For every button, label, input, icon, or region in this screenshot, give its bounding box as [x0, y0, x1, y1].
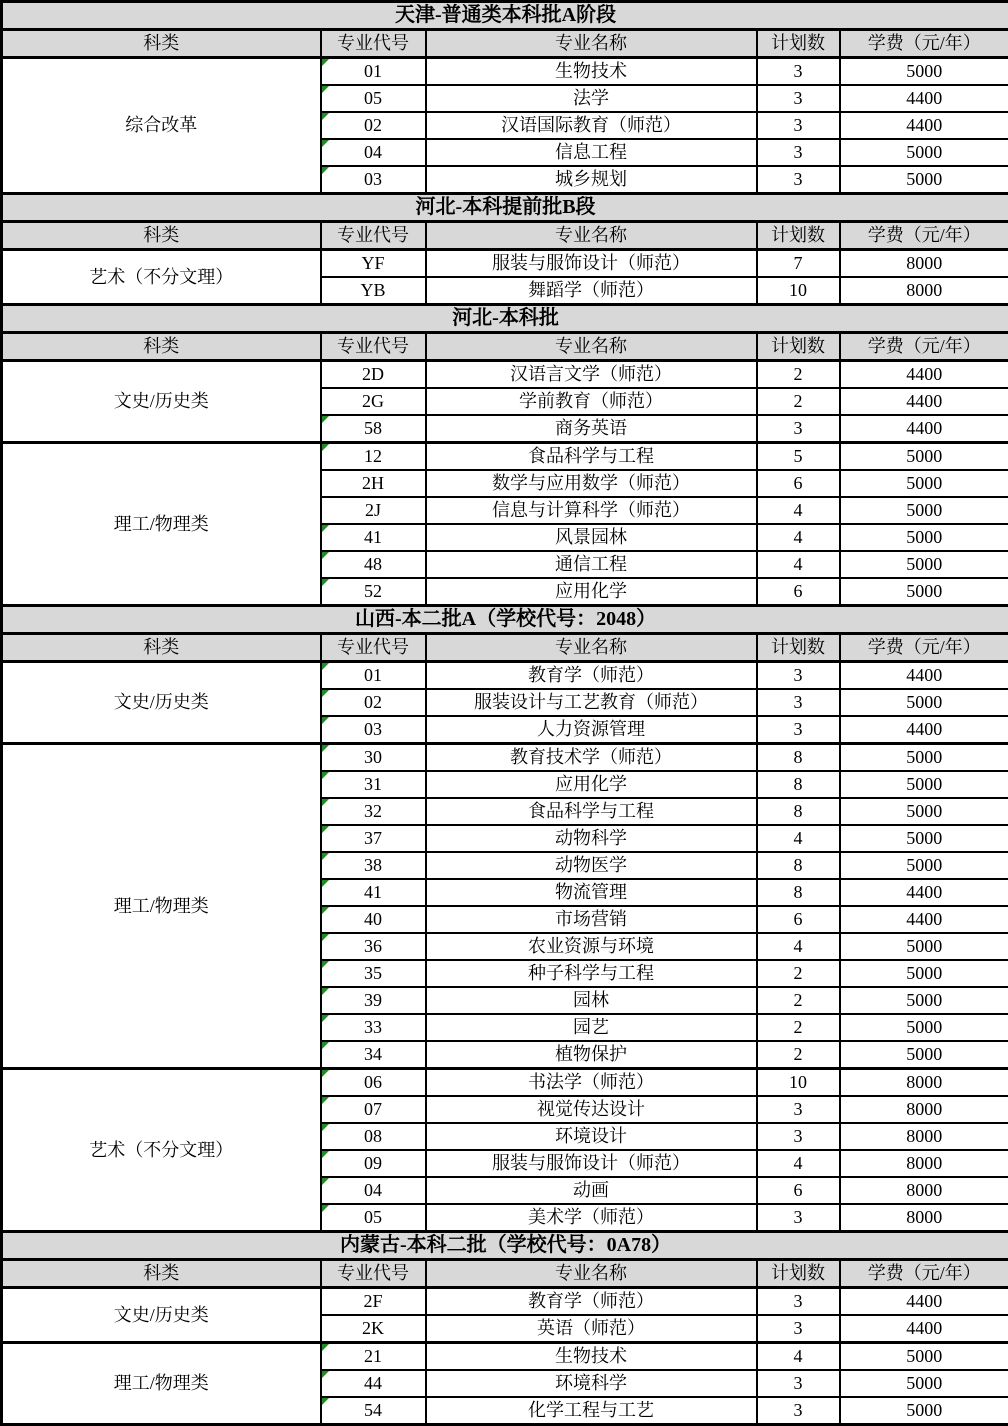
- tuition-fee-cell: 5000: [840, 166, 1008, 194]
- tuition-fee-cell: 4400: [840, 716, 1008, 744]
- col-header-code: 专业代号: [321, 634, 426, 662]
- plan-row: [2, 250, 1008, 278]
- major-code-cell: 34: [321, 1041, 426, 1069]
- major-code-cell: 05: [321, 1204, 426, 1232]
- plan-row: [2, 662, 1008, 690]
- tuition-fee-cell: 4400: [840, 85, 1008, 112]
- major-code-cell: 03: [321, 716, 426, 744]
- major-name-cell: 通信工程: [426, 551, 757, 578]
- major-name-cell: 人力资源管理: [426, 716, 757, 744]
- tuition-fee-cell: 5000: [840, 443, 1008, 471]
- major-name-cell: 服装与服饰设计（师范）: [426, 1150, 757, 1177]
- tuition-fee-cell: 5000: [840, 1370, 1008, 1397]
- major-code-cell: 44: [321, 1370, 426, 1397]
- major-code-cell: 02: [321, 689, 426, 716]
- major-code-cell: 01: [321, 58, 426, 86]
- plan-count-cell: 2: [757, 361, 840, 389]
- plan-count-cell: 3: [757, 1397, 840, 1425]
- plan-count-cell: 3: [757, 662, 840, 690]
- plan-count-cell: 3: [757, 1288, 840, 1316]
- major-code-cell: 54: [321, 1397, 426, 1425]
- col-header-plan: 计划数: [757, 333, 840, 361]
- tuition-fee-cell: 5000: [840, 58, 1008, 86]
- tuition-fee-cell: 4400: [840, 415, 1008, 443]
- major-name-cell: 植物保护: [426, 1041, 757, 1069]
- tuition-fee-cell: 4400: [840, 1315, 1008, 1343]
- major-name-cell: 环境科学: [426, 1370, 757, 1397]
- col-header-name: 专业名称: [426, 634, 757, 662]
- category-cell: 文史/历史类: [2, 662, 321, 744]
- plan-row: [2, 443, 1008, 471]
- col-header-code: 专业代号: [321, 222, 426, 250]
- col-header-code: 专业代号: [321, 30, 426, 58]
- plan-count-cell: 2: [757, 1041, 840, 1069]
- category-cell: 理工/物理类: [2, 744, 321, 1069]
- plan-count-cell: 10: [757, 1069, 840, 1097]
- major-name-cell: 商务英语: [426, 415, 757, 443]
- text-number-flag-triangle-icon: [322, 826, 329, 833]
- text-number-flag-triangle-icon: [322, 444, 329, 451]
- text-number-flag-triangle-icon: [322, 988, 329, 995]
- col-header-category: 科类: [2, 30, 321, 58]
- major-code-cell: 39: [321, 987, 426, 1014]
- major-name-cell: 教育学（师范）: [426, 1288, 757, 1316]
- major-name-cell: 教育学（师范）: [426, 662, 757, 690]
- tuition-fee-cell: 8000: [840, 1177, 1008, 1204]
- major-code-cell: 2K: [321, 1315, 426, 1343]
- text-number-flag-triangle-icon: [322, 525, 329, 532]
- major-name-cell: 信息与计算科学（师范）: [426, 497, 757, 524]
- plan-count-cell: 4: [757, 825, 840, 852]
- plan-row: [2, 1069, 1008, 1097]
- tuition-fee-cell: 5000: [840, 524, 1008, 551]
- major-code-cell: 33: [321, 1014, 426, 1041]
- major-name-cell: 应用化学: [426, 771, 757, 798]
- tuition-fee-cell: 5000: [840, 1014, 1008, 1041]
- major-name-cell: 应用化学: [426, 578, 757, 606]
- plan-count-cell: 5: [757, 443, 840, 471]
- tuition-fee-cell: 5000: [840, 578, 1008, 606]
- text-number-flag-triangle-icon: [322, 1097, 329, 1104]
- major-code-cell: 41: [321, 879, 426, 906]
- major-code-cell: 52: [321, 578, 426, 606]
- tuition-fee-cell: 8000: [840, 1123, 1008, 1150]
- text-number-flag-triangle-icon: [322, 113, 329, 120]
- col-header-name: 专业名称: [426, 333, 757, 361]
- column-header-row: [2, 634, 1008, 662]
- tuition-fee-cell: 5000: [840, 960, 1008, 987]
- major-code-cell: 03: [321, 166, 426, 194]
- section-title-row: [2, 606, 1008, 634]
- tuition-fee-cell: 5000: [840, 1041, 1008, 1069]
- major-code-cell: 37: [321, 825, 426, 852]
- tuition-fee-cell: 4400: [840, 361, 1008, 389]
- text-number-flag-triangle-icon: [322, 552, 329, 559]
- major-code-cell: 09: [321, 1150, 426, 1177]
- major-name-cell: 物流管理: [426, 879, 757, 906]
- text-number-flag-triangle-icon: [322, 1124, 329, 1131]
- plan-count-cell: 3: [757, 689, 840, 716]
- text-number-flag-triangle-icon: [322, 140, 329, 147]
- section-title-row: [2, 2, 1008, 30]
- tuition-fee-cell: 4400: [840, 1288, 1008, 1316]
- tuition-fee-cell: 5000: [840, 933, 1008, 960]
- major-code-cell: 02: [321, 112, 426, 139]
- major-name-cell: 动物医学: [426, 852, 757, 879]
- tuition-fee-cell: 4400: [840, 388, 1008, 415]
- text-number-flag-triangle-icon: [322, 907, 329, 914]
- col-header-name: 专业名称: [426, 1260, 757, 1288]
- plan-count-cell: 3: [757, 166, 840, 194]
- plan-count-cell: 3: [757, 1123, 840, 1150]
- category-cell: 文史/历史类: [2, 361, 321, 443]
- plan-row: [2, 58, 1008, 86]
- text-number-flag-triangle-icon: [322, 1371, 329, 1378]
- tuition-fee-cell: 4400: [840, 879, 1008, 906]
- col-header-fee: 学费（元/年）: [840, 333, 1008, 361]
- plan-count-cell: 8: [757, 771, 840, 798]
- major-code-cell: 40: [321, 906, 426, 933]
- col-header-category: 科类: [2, 222, 321, 250]
- text-number-flag-triangle-icon: [322, 1042, 329, 1049]
- major-name-cell: 动画: [426, 1177, 757, 1204]
- tuition-fee-cell: 5000: [840, 551, 1008, 578]
- col-header-category: 科类: [2, 1260, 321, 1288]
- tuition-fee-cell: 8000: [840, 1069, 1008, 1097]
- plan-count-cell: 3: [757, 716, 840, 744]
- major-name-cell: 服装设计与工艺教育（师范）: [426, 689, 757, 716]
- tuition-fee-cell: 5000: [840, 825, 1008, 852]
- tuition-fee-cell: 8000: [840, 1096, 1008, 1123]
- major-code-cell: 08: [321, 1123, 426, 1150]
- column-header-row: [2, 222, 1008, 250]
- major-name-cell: 生物技术: [426, 58, 757, 86]
- major-name-cell: 园艺: [426, 1014, 757, 1041]
- major-code-cell: 30: [321, 744, 426, 772]
- plan-count-cell: 2: [757, 987, 840, 1014]
- major-name-cell: 城乡规划: [426, 166, 757, 194]
- column-header-row: [2, 30, 1008, 58]
- plan-count-cell: 8: [757, 879, 840, 906]
- plan-count-cell: 6: [757, 1177, 840, 1204]
- col-header-category: 科类: [2, 333, 321, 361]
- major-code-cell: 2J: [321, 497, 426, 524]
- major-name-cell: 视觉传达设计: [426, 1096, 757, 1123]
- tuition-fee-cell: 4400: [840, 112, 1008, 139]
- plan-row: [2, 1343, 1008, 1371]
- plan-count-cell: 3: [757, 58, 840, 86]
- plan-count-cell: 3: [757, 112, 840, 139]
- tuition-fee-cell: 5000: [840, 497, 1008, 524]
- tuition-fee-cell: 4400: [840, 662, 1008, 690]
- column-header-row: [2, 333, 1008, 361]
- major-name-cell: 美术学（师范）: [426, 1204, 757, 1232]
- text-number-flag-triangle-icon: [322, 86, 329, 93]
- major-code-cell: 21: [321, 1343, 426, 1371]
- major-code-cell: 35: [321, 960, 426, 987]
- col-header-code: 专业代号: [321, 333, 426, 361]
- major-name-cell: 学前教育（师范）: [426, 388, 757, 415]
- category-cell: 艺术（不分文理）: [2, 1069, 321, 1232]
- plan-count-cell: 4: [757, 933, 840, 960]
- text-number-flag-triangle-icon: [322, 167, 329, 174]
- section-title: 天津-普通类本科批A阶段: [2, 2, 1008, 30]
- plan-count-cell: 3: [757, 139, 840, 166]
- tuition-fee-cell: 8000: [840, 277, 1008, 305]
- tuition-fee-cell: 8000: [840, 1150, 1008, 1177]
- text-number-flag-triangle-icon: [322, 579, 329, 586]
- col-header-plan: 计划数: [757, 1260, 840, 1288]
- major-name-cell: 食品科学与工程: [426, 798, 757, 825]
- major-name-cell: 种子科学与工程: [426, 960, 757, 987]
- section-title-row: [2, 1232, 1008, 1260]
- plan-count-cell: 6: [757, 470, 840, 497]
- text-number-flag-triangle-icon: [322, 934, 329, 941]
- section-title-row: [2, 194, 1008, 222]
- category-cell: 理工/物理类: [2, 1343, 321, 1425]
- plan-count-cell: 4: [757, 551, 840, 578]
- major-code-cell: YB: [321, 277, 426, 305]
- text-number-flag-triangle-icon: [322, 853, 329, 860]
- plan-count-cell: 3: [757, 1370, 840, 1397]
- major-name-cell: 动物科学: [426, 825, 757, 852]
- section-title: 内蒙古-本科二批（学校代号：0A78）: [2, 1232, 1008, 1260]
- major-code-cell: 04: [321, 1177, 426, 1204]
- col-header-plan: 计划数: [757, 30, 840, 58]
- col-header-fee: 学费（元/年）: [840, 222, 1008, 250]
- major-name-cell: 信息工程: [426, 139, 757, 166]
- text-number-flag-triangle-icon: [322, 663, 329, 670]
- major-name-cell: 汉语国际教育（师范）: [426, 112, 757, 139]
- tuition-fee-cell: 5000: [840, 771, 1008, 798]
- plan-row: [2, 1288, 1008, 1316]
- text-number-flag-triangle-icon: [322, 880, 329, 887]
- major-name-cell: 化学工程与工艺: [426, 1397, 757, 1425]
- major-name-cell: 生物技术: [426, 1343, 757, 1371]
- major-code-cell: 48: [321, 551, 426, 578]
- text-number-flag-triangle-icon: [322, 1015, 329, 1022]
- major-code-cell: 41: [321, 524, 426, 551]
- major-code-cell: 12: [321, 443, 426, 471]
- major-name-cell: 服装与服饰设计（师范）: [426, 250, 757, 278]
- tuition-fee-cell: 8000: [840, 250, 1008, 278]
- plan-count-cell: 3: [757, 1204, 840, 1232]
- text-number-flag-triangle-icon: [322, 59, 329, 66]
- text-number-flag-triangle-icon: [322, 1070, 329, 1077]
- text-number-flag-triangle-icon: [322, 1178, 329, 1185]
- col-header-category: 科类: [2, 634, 321, 662]
- plan-count-cell: 3: [757, 415, 840, 443]
- major-code-cell: YF: [321, 250, 426, 278]
- section-title: 河北-本科批: [2, 305, 1008, 333]
- text-number-flag-triangle-icon: [322, 690, 329, 697]
- text-number-flag-triangle-icon: [322, 1344, 329, 1351]
- text-number-flag-triangle-icon: [322, 416, 329, 423]
- plan-row: [2, 361, 1008, 389]
- major-name-cell: 教育技术学（师范）: [426, 744, 757, 772]
- major-code-cell: 05: [321, 85, 426, 112]
- major-name-cell: 舞蹈学（师范）: [426, 277, 757, 305]
- plan-count-cell: 3: [757, 1315, 840, 1343]
- major-name-cell: 食品科学与工程: [426, 443, 757, 471]
- plan-count-cell: 4: [757, 497, 840, 524]
- text-number-flag-triangle-icon: [322, 1398, 329, 1405]
- plan-count-cell: 2: [757, 1014, 840, 1041]
- major-name-cell: 汉语言文学（师范）: [426, 361, 757, 389]
- major-code-cell: 04: [321, 139, 426, 166]
- major-code-cell: 38: [321, 852, 426, 879]
- major-code-cell: 58: [321, 415, 426, 443]
- section-title-row: [2, 305, 1008, 333]
- plan-count-cell: 3: [757, 85, 840, 112]
- major-code-cell: 31: [321, 771, 426, 798]
- major-name-cell: 风景园林: [426, 524, 757, 551]
- text-number-flag-triangle-icon: [322, 961, 329, 968]
- major-name-cell: 环境设计: [426, 1123, 757, 1150]
- section-title: 山西-本二批A（学校代号：2048）: [2, 606, 1008, 634]
- plan-count-cell: 8: [757, 852, 840, 879]
- major-code-cell: 32: [321, 798, 426, 825]
- major-code-cell: 07: [321, 1096, 426, 1123]
- category-cell: 理工/物理类: [2, 443, 321, 606]
- col-header-fee: 学费（元/年）: [840, 634, 1008, 662]
- major-name-cell: 法学: [426, 85, 757, 112]
- plan-count-cell: 4: [757, 1343, 840, 1371]
- plan-count-cell: 8: [757, 744, 840, 772]
- tuition-fee-cell: 5000: [840, 139, 1008, 166]
- column-header-row: [2, 1260, 1008, 1288]
- tuition-fee-cell: 5000: [840, 987, 1008, 1014]
- tuition-fee-cell: 5000: [840, 1343, 1008, 1371]
- plan-count-cell: 2: [757, 388, 840, 415]
- tuition-fee-cell: 4400: [840, 906, 1008, 933]
- text-number-flag-triangle-icon: [322, 1151, 329, 1158]
- major-name-cell: 市场营销: [426, 906, 757, 933]
- plan-count-cell: 6: [757, 906, 840, 933]
- major-name-cell: 数学与应用数学（师范）: [426, 470, 757, 497]
- col-header-plan: 计划数: [757, 634, 840, 662]
- tuition-fee-cell: 5000: [840, 852, 1008, 879]
- major-code-cell: 36: [321, 933, 426, 960]
- text-number-flag-triangle-icon: [322, 1205, 329, 1212]
- text-number-flag-triangle-icon: [322, 772, 329, 779]
- category-cell: 文史/历史类: [2, 1288, 321, 1343]
- plan-count-cell: 6: [757, 578, 840, 606]
- col-header-name: 专业名称: [426, 30, 757, 58]
- plan-count-cell: 3: [757, 1096, 840, 1123]
- section-title: 河北-本科提前批B段: [2, 194, 1008, 222]
- col-header-fee: 学费（元/年）: [840, 30, 1008, 58]
- plan-count-cell: 7: [757, 250, 840, 278]
- major-code-cell: 2G: [321, 388, 426, 415]
- major-name-cell: 书法学（师范）: [426, 1069, 757, 1097]
- text-number-flag-triangle-icon: [322, 799, 329, 806]
- text-number-flag-triangle-icon: [322, 745, 329, 752]
- major-code-cell: 2D: [321, 361, 426, 389]
- major-code-cell: 06: [321, 1069, 426, 1097]
- text-number-flag-triangle-icon: [322, 717, 329, 724]
- plan-count-cell: 10: [757, 277, 840, 305]
- category-cell: 艺术（不分文理）: [2, 250, 321, 305]
- plan-count-cell: 4: [757, 1150, 840, 1177]
- major-name-cell: 农业资源与环境: [426, 933, 757, 960]
- col-header-name: 专业名称: [426, 222, 757, 250]
- col-header-plan: 计划数: [757, 222, 840, 250]
- tuition-fee-cell: 5000: [840, 744, 1008, 772]
- tuition-fee-cell: 5000: [840, 798, 1008, 825]
- plan-row: [2, 744, 1008, 772]
- tuition-fee-cell: 8000: [840, 1204, 1008, 1232]
- tuition-fee-cell: 5000: [840, 689, 1008, 716]
- major-code-cell: 01: [321, 662, 426, 690]
- major-name-cell: 园林: [426, 987, 757, 1014]
- col-header-code: 专业代号: [321, 1260, 426, 1288]
- major-code-cell: 2F: [321, 1288, 426, 1316]
- major-code-cell: 2H: [321, 470, 426, 497]
- plan-count-cell: 8: [757, 798, 840, 825]
- major-name-cell: 英语（师范）: [426, 1315, 757, 1343]
- tuition-fee-cell: 5000: [840, 470, 1008, 497]
- tuition-fee-cell: 5000: [840, 1397, 1008, 1425]
- category-cell: 综合改革: [2, 58, 321, 194]
- plan-count-cell: 4: [757, 524, 840, 551]
- col-header-fee: 学费（元/年）: [840, 1260, 1008, 1288]
- plan-count-cell: 2: [757, 960, 840, 987]
